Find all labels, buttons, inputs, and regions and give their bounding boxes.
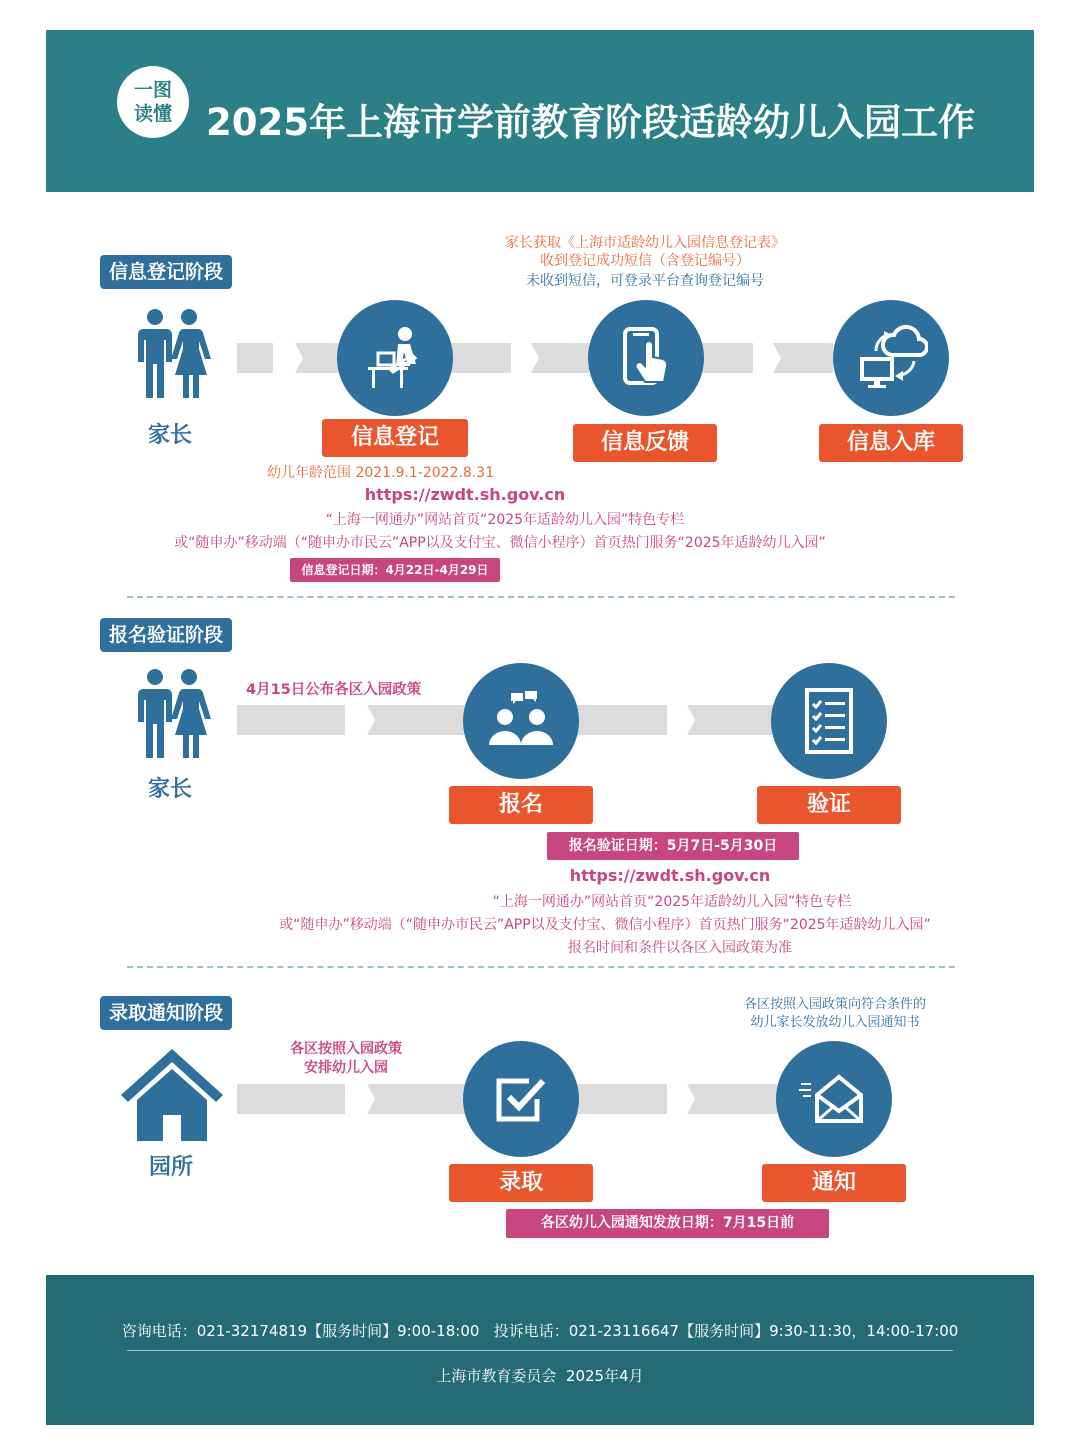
phone-tap-icon xyxy=(611,323,681,393)
house-icon xyxy=(117,1045,227,1145)
stage1-note-top-3: 未收到短信，可登录平台查询登记编号 xyxy=(526,273,764,289)
stage3-date-tag: 各区幼儿入园通知发放日期：7月15日前 xyxy=(506,1209,829,1238)
stage1-age-range: 幼儿年龄范围 2021.9.1-2022.8.31 xyxy=(267,465,495,481)
parents-icon xyxy=(133,668,213,760)
page-title: 2025年上海市学前教育阶段适龄幼儿入园工作 xyxy=(206,101,975,144)
step-circle-verify xyxy=(771,663,887,779)
badge-line-1: 一图 xyxy=(133,79,172,101)
mail-icon xyxy=(799,1069,869,1129)
cloud-sync-icon xyxy=(854,321,928,395)
step-label-register: 信息登记 xyxy=(322,419,468,457)
footer-issuer: 上海市教育委员会 2025年4月 xyxy=(436,1367,644,1385)
stage3-left-note-2: 安排幼儿入园 xyxy=(304,1060,388,1076)
stage-label-registration: 信息登记阶段 xyxy=(100,255,232,289)
stage1-note-top-1: 家长获取《上海市适龄幼儿入园信息登记表》 xyxy=(505,235,785,251)
step-circle-register xyxy=(337,300,453,416)
stage2-condition-note: 报名时间和条件以各区入园政策为准 xyxy=(568,940,792,956)
badge-line-2: 读懂 xyxy=(133,103,172,125)
stage1-url: https://zwdt.sh.gov.cn xyxy=(364,485,566,504)
stage3-left-note-1: 各区按照入园政策 xyxy=(290,1041,402,1057)
stage1-date-tag: 信息登记日期：4月22日-4月29日 xyxy=(290,558,500,582)
section-divider xyxy=(127,966,955,968)
stage2-date-tag: 报名验证日期：5月7日-5月30日 xyxy=(547,832,799,860)
stage3-right-note-2: 幼儿家长发放幼儿入园通知书 xyxy=(750,1015,920,1030)
parents-icon xyxy=(133,308,213,400)
step-label-verify: 验证 xyxy=(757,786,901,824)
header-badge xyxy=(117,66,189,138)
step-circle-notify xyxy=(776,1041,892,1157)
stage1-channel-1: “上海一网通办”网站首页“2025年适龄幼儿入园”特色专栏 xyxy=(325,512,685,528)
stage2-url: https://zwdt.sh.gov.cn xyxy=(569,866,771,885)
actor-parent-label: 家长 xyxy=(147,777,192,802)
step-label-admit: 录取 xyxy=(449,1164,593,1202)
computer-user-icon xyxy=(360,323,430,393)
step-circle-feedback xyxy=(588,300,704,416)
stage2-policy-note: 4月15日公布各区入园政策 xyxy=(246,682,422,698)
stage-label-verification: 报名验证阶段 xyxy=(100,618,232,652)
step-label-storage: 信息入库 xyxy=(819,424,963,462)
stage2-channel-1: “上海一网通办”网站首页“2025年适龄幼儿入园”特色专栏 xyxy=(492,894,852,910)
section-divider xyxy=(127,596,955,598)
step-circle-admit xyxy=(463,1041,579,1157)
stage3-right-note-1: 各区按照入园政策向符合条件的 xyxy=(743,997,926,1012)
stage1-note-top-2: 收到登记成功短信（含登记编号） xyxy=(540,253,750,269)
people-chat-icon xyxy=(483,689,559,753)
stage1-channel-2: 或“随申办”移动端（“随申办市民云”APP以及支付宝、微信小程序）首页热门服务“2025年适龄幼儿入园” xyxy=(174,535,826,551)
footer-contact: 咨询电话：021-32174819【服务时间】9:00-18:00 投诉电话：021-23116647【服务时间】9:30-11:30，14:00-17:00 xyxy=(121,1322,959,1340)
step-label-feedback: 信息反馈 xyxy=(573,424,717,462)
checklist-icon xyxy=(799,686,859,756)
step-circle-storage xyxy=(833,300,949,416)
actor-kindergarten-label: 园所 xyxy=(148,1155,193,1180)
footer-divider xyxy=(127,1350,953,1351)
step-label-apply: 报名 xyxy=(449,786,593,824)
stage-label-admission: 录取通知阶段 xyxy=(100,996,232,1030)
actor-parent-label: 家长 xyxy=(147,423,192,448)
checkbox-icon xyxy=(491,1069,551,1129)
step-label-notify: 通知 xyxy=(762,1164,906,1202)
step-circle-apply xyxy=(463,663,579,779)
stage2-channel-2: 或“随申办”移动端（“随申办市民云”APP以及支付宝、微信小程序）首页热门服务“2025年适龄幼儿入园” xyxy=(279,917,931,933)
